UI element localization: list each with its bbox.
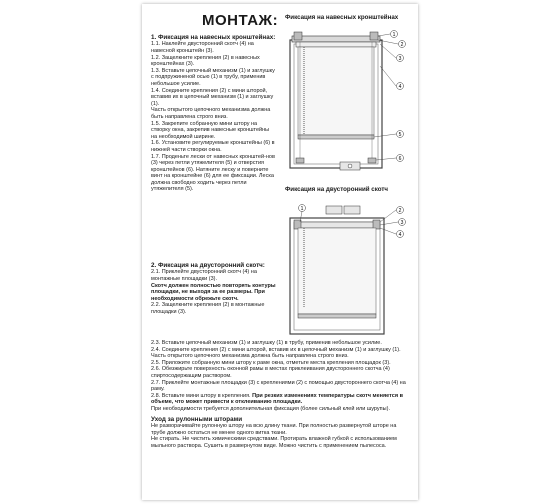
fig1-callout: 1 bbox=[392, 31, 396, 38]
care-heading: Уход за рулонными шторами bbox=[151, 415, 243, 423]
section2-item: 2.5. Приложите собранную мини штору к раме окна, отметьте места крепления площадок (3). bbox=[151, 359, 391, 366]
section2-item: 2.1. Приклейте двусторонний скотч (4) на монтажные площадки (3). bbox=[151, 269, 257, 282]
fig2-callout: 4 bbox=[398, 231, 402, 238]
section2-item: 2.4. Соедините крепления (2) с мини шторой, вставив их в цепочный механизм (1) и заглушку (1). Часть открытого цепочного механизма должна быть направлена строго вниз. bbox=[151, 346, 401, 360]
section2-note: При необходимости требуется дополнительная фиксация (более сильный клей или шурупы). bbox=[151, 405, 390, 412]
care-text: Не стирать. Не чистить химическими средствами. Протирать влажной губкой с использованием мыльного раствора. Сушить в развернутом виде. Можно чистить с применением пылесоса. bbox=[151, 436, 397, 449]
section2-item-2-8 bbox=[151, 393, 411, 406]
fig1-title: Фиксация на навесных кронштейнах bbox=[285, 14, 399, 21]
fig2-callout: 2 bbox=[398, 207, 402, 214]
fig1-callout: 4 bbox=[398, 83, 402, 90]
care-text: Не разворачивайте рулонную штору на всю длину ткани. При полностью развернутой шторе на трубе должно остаться не менее одного витка ткани. bbox=[151, 422, 397, 436]
instruction-page bbox=[142, 4, 418, 500]
section1-item: 1.1. Наклейте двусторонний скотч (4) на навесной кронштейн (3). bbox=[151, 41, 254, 54]
section1 bbox=[151, 34, 276, 193]
fig1-callout: 6 bbox=[398, 155, 402, 162]
section2-warning: Скотч должен полностью повторять контуры площадки, не выходя за ее размеры. При необходимости обрежьте скотч. bbox=[151, 282, 276, 302]
fig1-callout: 2 bbox=[400, 41, 404, 48]
fig2-callout: 3 bbox=[400, 219, 404, 226]
section2-item: 2.3. Вставьте цепочный механизм (1) и заглушку (1) в трубу, применив небольшое усилие. bbox=[151, 340, 382, 346]
fig1-diagram bbox=[282, 26, 414, 174]
page-title: МОНТАЖ: bbox=[202, 12, 279, 29]
section1-item: 1.5. Закрепите собранную мини штору на створку окна, закрепив навесные кронштейны на необходимой ширине. bbox=[151, 120, 270, 140]
section1-item: 1.6. Установите регулируемые кронштейны (6) в нижней части створки окна. bbox=[151, 140, 275, 153]
section1-item: 1.4. Соедините крепления (2) с мини шторой, вставив их в цепочный механизм (1) и заглушку (1). bbox=[151, 87, 274, 107]
fig1-callout: 5 bbox=[398, 131, 402, 138]
fig2-callout: 1 bbox=[300, 205, 304, 212]
item-2-8-text: 2.8. Вставьте мини штору в крепления. bbox=[151, 392, 251, 399]
section1-heading: 1. Фиксация на навесных кронштейнах: bbox=[151, 34, 276, 41]
fig2-diagram bbox=[282, 202, 414, 338]
section1-item: 1.2. Защелкните крепления (2) в навесных кронштейнах (3). bbox=[151, 54, 260, 68]
item-2-8-warning: При резких изменениях температуры скотч меняется в объеме, что может привести к отклеиванию площадки. bbox=[151, 392, 403, 406]
section2-item: 2.7. Приклейте монтажные площадки (3) с креплениями (2) с помощью двустороннего скотча (4) на раму. bbox=[151, 379, 406, 393]
fig1-callout: 3 bbox=[398, 55, 402, 62]
section2-item: 2.2. Защелкните крепления (2) в монтажные площадки (3). bbox=[151, 302, 265, 315]
section1-item: 1.3. Вставьте цепочный механизм (1) и заглушку с подпружиненой осью (1) в трубу, применив небольшое усилие. bbox=[151, 67, 275, 87]
section1-item: 1.7. Проденьте лески от навесных кронштей-нов (3) через петли утяжелителя (5) и отверстия кронштейнов (6). Натяните леску и поверните винт на кронштейне (6) для ее фиксации. Леска должна свободно ходить через петли утяжелителя (5). bbox=[151, 153, 275, 193]
section2-item: 2.6. Обезжирьте поверхность оконной рамы в местах приклеивания двустороннего скотча (4) спиртосодержащим раствором. bbox=[151, 366, 390, 379]
section2-full bbox=[151, 340, 411, 449]
fig2-title: Фиксация на двусторонний скотч bbox=[285, 186, 388, 193]
section1-item: Часть открытого цепочного механизма должна быть направлена строго вниз. bbox=[151, 107, 271, 120]
section2-top bbox=[151, 262, 276, 316]
section2-heading: 2. Фиксация на двусторонний скотч: bbox=[151, 262, 265, 269]
